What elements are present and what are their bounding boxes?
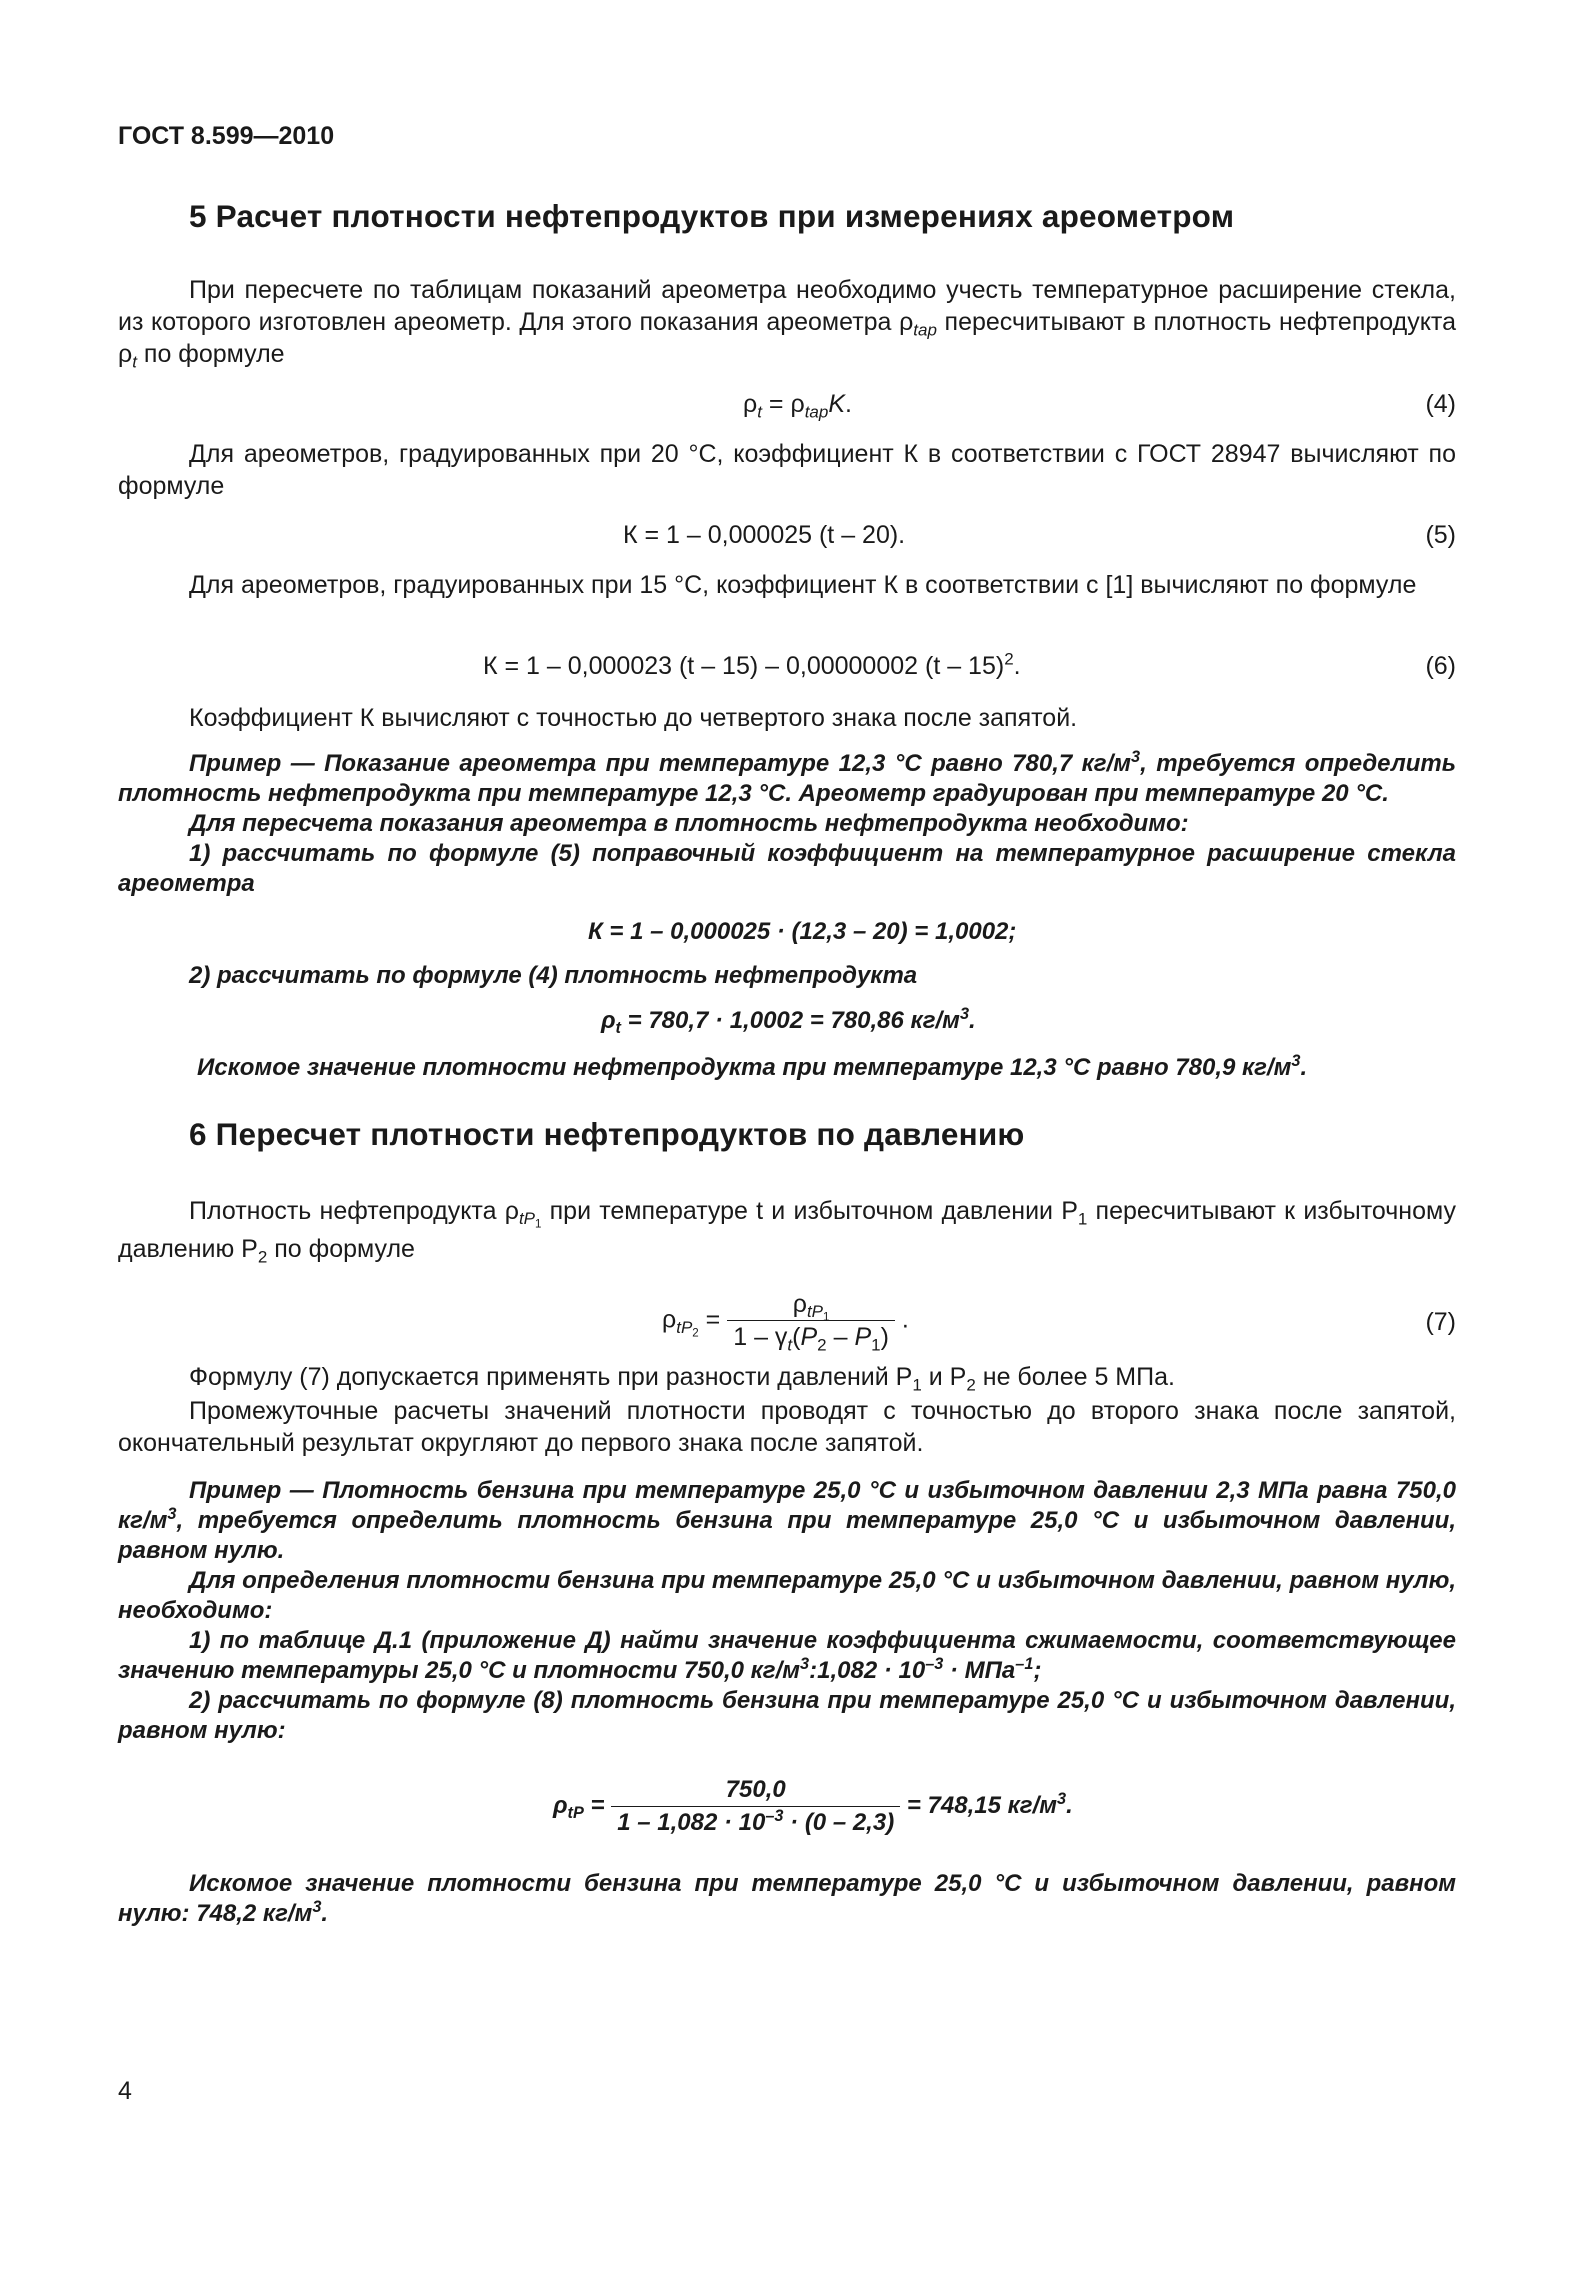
example-1-line-2: Для пересчета показания ареометра в плотность нефтепродукта необходимо: [189, 810, 1189, 837]
example-2-line-2: Для определения плотности бензина при температуре 25,0 °С и избыточном давлении, равном нулю, необходимо: [118, 1567, 1456, 1624]
section-5-paragraph-4: Коэффициент К вычисляют с точностью до четвертого знака после запятой. [189, 704, 1078, 732]
section-5-paragraph-2: Для ареометров, градуированных при 20 °С, коэффициент К в соответствии с ГОСТ 28947 вычисляют по формуле [118, 440, 1456, 500]
example-2-line-4: 2) рассчитать по формуле (8) плотность бензина при температуре 25,0 °С и избыточном давлении, равном нулю: [118, 1687, 1456, 1744]
section-6-title: 6 Пересчет плотности нефтепродуктов по давлению [189, 1116, 1025, 1152]
example-2-result: Искомое значение плотности бензина при температуре 25,0 °С и избыточном давлении, равном нулю: 748,2 $кг/м^3$. [118, 1870, 1456, 1927]
equation-7: $\rho_{tP_2}$ = $\frac{\rho_{tP_1}}{1 - \gamma_t(P_2 - P_1)}$ . (7) [662, 1290, 1456, 1355]
equation-4: $\rho_t = \rho_{tap}K$. (4) [743, 390, 1456, 422]
equation-7-number: (7) [1425, 1308, 1456, 1336]
section-6-paragraph-2: Формулу (7) допускается применять при разности давлений $P_1$ и $P_2$ не более 5 МПа. [189, 1363, 1175, 1395]
document-id: ГОСТ 8.599—2010 [118, 122, 335, 150]
example-1-line-3: 1) рассчитать по формуле (5) поправочный коэффициент на температурное расширение стекла ареометра [118, 840, 1456, 897]
equation-4-number: (4) [1425, 390, 1456, 418]
example-2-line-1: Пример — Плотность бензина при температуре 25,0 °С и избыточном давлении 2,3 МПа равна 750,0 $кг/м^3$, требуется определить плотность бензина при температуре 25,0 °С и избыточном давлении, равном нулю. [118, 1477, 1456, 1564]
example-1-result: Искомое значение плотности нефтепродукта при температуре 12,3 °С равно 780,9 $кг/м^3$. [197, 1052, 1308, 1081]
example-1-line-1: Пример — Показание ареометра при температуре 12,3 °С равно 780,7 $кг/м^3$, требуется определить плотность нефтепродукта при температуре 12,3 °С. Ареометр градуирован при температуре 20 °С. [118, 748, 1456, 807]
example-1-formula-2: $\rho_t = 780,7 \cdot 1,0002 = 780,86$ $кг/м^3$. [601, 1005, 976, 1038]
example-1-line-4: 2) рассчитать по формуле (4) плотность нефтепродукта [189, 962, 918, 989]
example-1-formula-1: К = 1 – 0,000025 · (12,3 – 20) = 1,0002; [588, 918, 1017, 945]
example-2-line-3: 1) по таблице Д.1 (приложение Д) найти значение коэффициента сжимаемости, соответствующее значению температуры 25,0 °С и плотности 750,0 $кг/м^3:1,082 \cdot 10^{-3} \cdot МПа^{-1}$; [118, 1627, 1456, 1684]
equation-6: К = 1 – 0,000023 (t – 15) – 0,00000002 (t – 15)$^2$. (6) [483, 649, 1456, 680]
equation-5-number: (5) [1425, 521, 1456, 549]
example-2-formula: $\rho_{tP}$ = $\frac{750,0}{1 - 1,082 \cdot 10^{-3} \cdot (0 - 2,3)}$ = 748,15 $кг/м^3$. [553, 1776, 1073, 1836]
section-6-paragraph-3: Промежуточные расчеты значений плотности проводят с точностью до второго знака после запятой, окончательный результат округляют до первого знака после запятой. [118, 1397, 1456, 1457]
section-5-paragraph-3: Для ареометров, градуированных при 15 °С, коэффициент К в соответствии с [1] вычисляют по формуле [189, 571, 1417, 599]
equation-5: К = 1 – 0,000025 (t – 20). (5) [623, 521, 1456, 549]
section-6-paragraph-1: Плотность нефтепродукта $\rho_{tP_1}$ при температуре t и избыточном давлении $P_1$ пересчитывают к избыточному давлению $P_2$ по формуле [118, 1197, 1456, 1267]
equation-6-number: (6) [1425, 652, 1456, 680]
page-number: 4 [118, 2077, 132, 2105]
section-5-title: 5 Расчет плотности нефтепродуктов при измерениях ареометром [189, 198, 1235, 234]
section-5-paragraph-1: При пересчете по таблицам показаний ареометра необходимо учесть температурное расширение стекла, из которого изготовлен ареометр. Для этого показания ареометра $\rho_{tap}$ пересчитывают в плотность нефтепродукта $\rho_t$ по формуле [118, 276, 1456, 372]
